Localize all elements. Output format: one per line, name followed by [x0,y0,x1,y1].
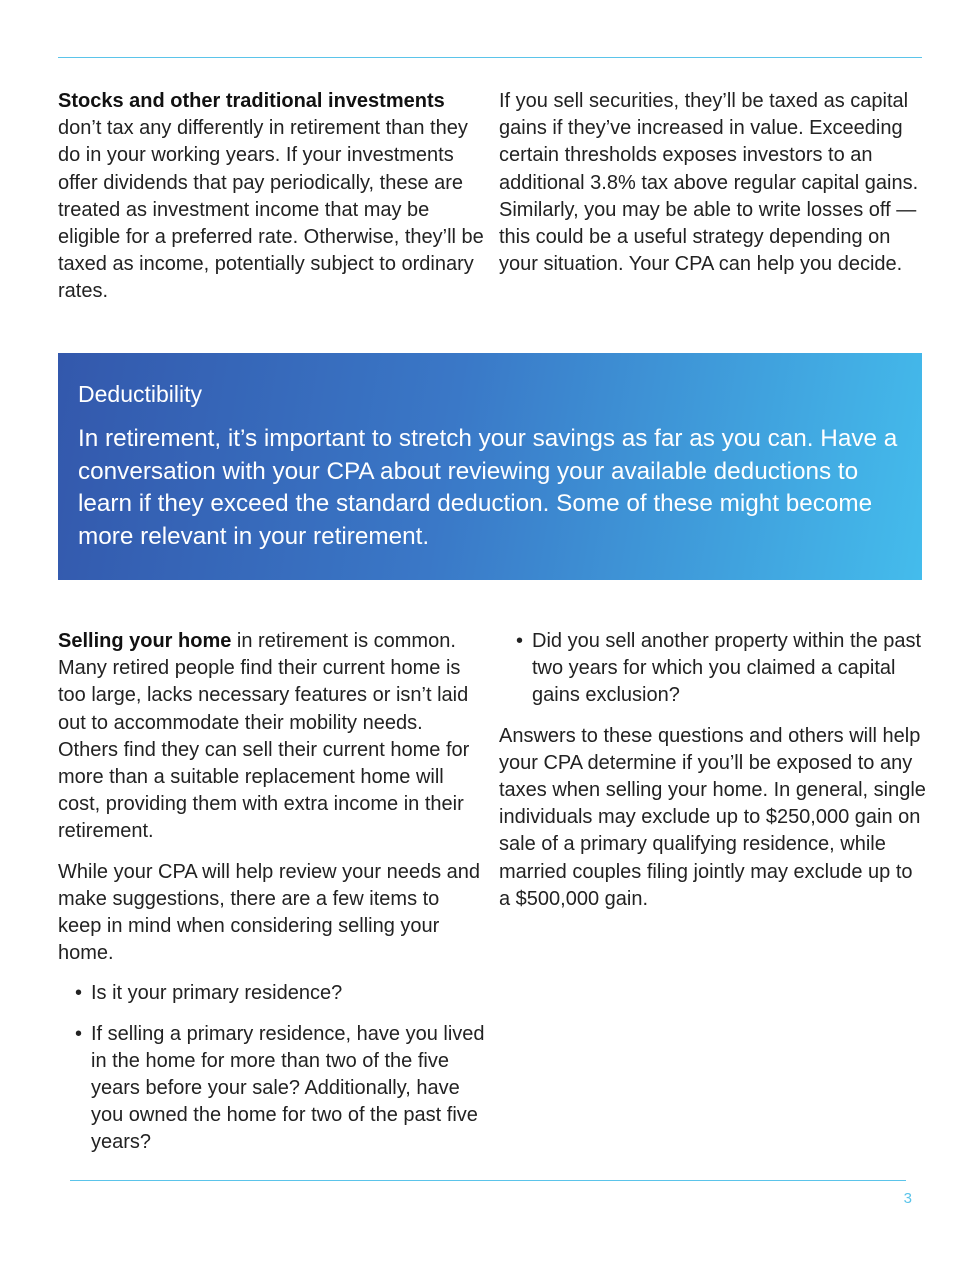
bullet-icon: • [75,982,83,1005]
investments-left-column [58,88,488,306]
home-paragraph-1 [58,628,488,846]
bottom-divider [70,1180,906,1181]
bullet-text: If selling a primary residence, have you lived in the home for more than two of the five years before your sale? Additionally, have you owned the home for two of the past five years? [91,1022,485,1154]
bullet-icon: • [75,1022,83,1045]
bullet-text: Is it your primary residence? [91,982,343,1005]
callout-title: Deductibility [78,381,202,407]
home-conclusion: Answers to these questions and others will help your CPA determine if you’ll be exposed to any taxes when selling your home. In general, single individuals may exclude up to $250,000 gain on sale of a primary qualifying residence, while married couples filing jointly may exclude up to a $500,000 gain. [499,724,926,910]
list-item [58,1021,488,1157]
investments-paragraph [58,88,488,306]
home-bullet-list-continued [499,628,929,710]
bullet-icon: • [516,630,524,652]
investments-text-right: If you sell securities, they’ll be taxed as capital gains if they’ve increased in value. Exceeding certain thresholds exposes investors to an additional 3.8% tax above regular capital gains. Similarly, you may be able to write losses off — this could be a useful strategy depending on your situation. Your CPA can help you decide. [499,90,919,276]
callout-body: In retirement, it’s important to stretch your savings as far as you can. Have a conversation with your CPA about reviewing your available deductions to learn if they exceed the standard deduction. Some of these might become more relevant in your retirement. [78,425,898,550]
list-item [499,628,929,710]
home-right-column [499,628,929,913]
home-left-column [58,628,488,1170]
home-bullet-list [58,980,488,1156]
bullet-text: Did you sell another property within the past two years for which you claimed a capital gains exclusion? [532,630,922,707]
top-divider [58,57,922,58]
investments-right-column [499,88,929,278]
investments-lead: Stocks and other traditional investments [58,90,445,112]
home-text-1: in retirement is common. Many retired people find their current home is too large, lacks necessary features or isn’t laid out to accommodate their mobility needs. Others find they can sell their current home for more than a suitable replacement home will cost, providing them with extra income in their retirement. [58,630,470,843]
home-lead: Selling your home [58,630,232,652]
list-item [58,980,488,1007]
investments-text-left: don’t tax any differently in retirement than they do in your working years. If your investments offer dividends that pay periodically, these are treated as investment income that may be eligible for a preferred rate. Otherwise, they’ll be taxed as income, potentially subject to ordinary rates. [58,117,484,303]
page-number: 3 [903,1190,912,1207]
deductibility-callout [58,353,922,580]
home-paragraph-2: While your CPA will help review your needs and make suggestions, there are a few items to keep in mind when considering selling your home. [58,860,481,965]
